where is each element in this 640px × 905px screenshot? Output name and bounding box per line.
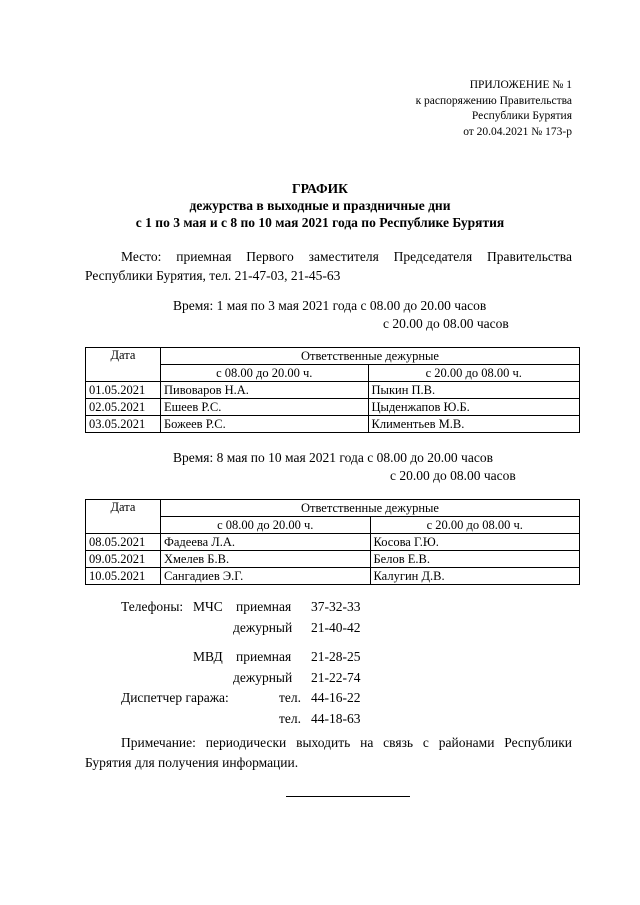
header-duty: Ответственные дежурные xyxy=(161,348,580,365)
header-duty: Ответственные дежурные xyxy=(161,500,580,517)
header-date: Дата xyxy=(86,348,161,382)
mvd-reception-phone: 21-28-25 xyxy=(311,649,361,664)
header-day-shift: с 08.00 до 20.00 ч. xyxy=(161,517,371,534)
reception-label: приемная xyxy=(236,649,292,664)
cell-day: Фадеева Л.А. xyxy=(161,534,371,551)
duty-label: дежурный xyxy=(233,619,293,635)
mchs-label: МЧС xyxy=(193,599,223,614)
period2-time-line2: с 20.00 до 08.00 часов xyxy=(390,468,516,483)
duty-table-period2 xyxy=(85,499,580,585)
table-row xyxy=(86,568,580,585)
garage-label: Диспетчер гаража: xyxy=(121,690,229,705)
duty-label: дежурный xyxy=(233,669,293,685)
appendix-line: ПРИЛОЖЕНИЕ № 1 xyxy=(469,79,572,91)
table-row xyxy=(86,534,580,551)
cell-night: Климентьев М.В. xyxy=(368,416,579,433)
mvd-label: МВД xyxy=(193,649,223,664)
period2-time-line1: Время: 8 мая по 10 мая 2021 года с 08.00 до 20.00 часов xyxy=(173,450,493,465)
header-night-shift: с 20.00 до 08.00 ч. xyxy=(370,517,580,534)
appendix-line: к распоряжению Правительства xyxy=(415,94,572,107)
garage-phone-2: 44-18-63 xyxy=(311,710,361,726)
cell-night: Белов Е.В. xyxy=(370,551,580,568)
title-line: с 1 по 3 мая и с 8 по 10 мая 2021 года по Республике Бурятия xyxy=(135,215,505,230)
appendix-header xyxy=(416,78,572,140)
cell-day: Ешеев Р.С. xyxy=(161,399,369,416)
header-date: Дата xyxy=(86,500,161,534)
cell-night: Калугин Д.В. xyxy=(370,568,580,585)
table-row xyxy=(86,382,580,399)
cell-night: Косова Г.Ю. xyxy=(370,534,580,551)
table-row xyxy=(86,416,580,433)
table-row xyxy=(86,551,580,568)
mvd-duty-phone: 21-22-74 xyxy=(311,669,361,685)
closing-line xyxy=(286,796,410,797)
appendix-line: от 20.04.2021 № 173-р xyxy=(463,125,572,138)
header-night-shift: с 20.00 до 08.00 ч. xyxy=(368,365,579,382)
table-row xyxy=(86,399,580,416)
header-day-shift: с 08.00 до 20.00 ч. xyxy=(161,365,369,382)
tel-label: тел. xyxy=(279,690,302,705)
mchs-reception-phone: 37-32-33 xyxy=(311,599,361,614)
period1-time-line2: с 20.00 до 08.00 часов xyxy=(383,316,509,331)
reception-label: приемная xyxy=(236,599,292,614)
appendix-line: Республики Бурятия xyxy=(471,110,572,122)
cell-date: 03.05.2021 xyxy=(86,416,161,433)
document-title xyxy=(60,180,580,231)
duty-table-period1 xyxy=(85,347,580,433)
tel-label: тел. xyxy=(279,710,302,726)
cell-date: 10.05.2021 xyxy=(86,568,161,585)
title-line: дежурства в выходные и праздничные дни xyxy=(189,198,451,213)
place-paragraph: Место: приемная Первого заместителя Председателя Правительства Республики Бурятия, тел. 21-47-03, 21-45-63 xyxy=(85,249,572,283)
cell-day: Пивоваров Н.А. xyxy=(161,382,369,399)
cell-date: 09.05.2021 xyxy=(86,551,161,568)
title-line: ГРАФИК xyxy=(292,181,348,196)
note-paragraph: Примечание: периодически выходить на связь с районами Республики Бурятия для получения информации. xyxy=(85,735,572,770)
period1-time-line1: Время: 1 мая по 3 мая 2021 года с 08.00 до 20.00 часов xyxy=(173,298,487,313)
phones-label: Телефоны: xyxy=(121,599,184,614)
mchs-duty-phone: 21-40-42 xyxy=(311,619,361,635)
cell-day: Божеев Р.С. xyxy=(161,416,369,433)
cell-date: 08.05.2021 xyxy=(86,534,161,551)
cell-night: Цыденжапов Ю.Б. xyxy=(368,399,579,416)
cell-day: Сангадиев Э.Г. xyxy=(161,568,371,585)
cell-day: Хмелев Б.В. xyxy=(161,551,371,568)
garage-phone-1: 44-16-22 xyxy=(311,690,361,705)
cell-date: 02.05.2021 xyxy=(86,399,161,416)
cell-night: Пыкин П.В. xyxy=(368,382,579,399)
cell-date: 01.05.2021 xyxy=(86,382,161,399)
